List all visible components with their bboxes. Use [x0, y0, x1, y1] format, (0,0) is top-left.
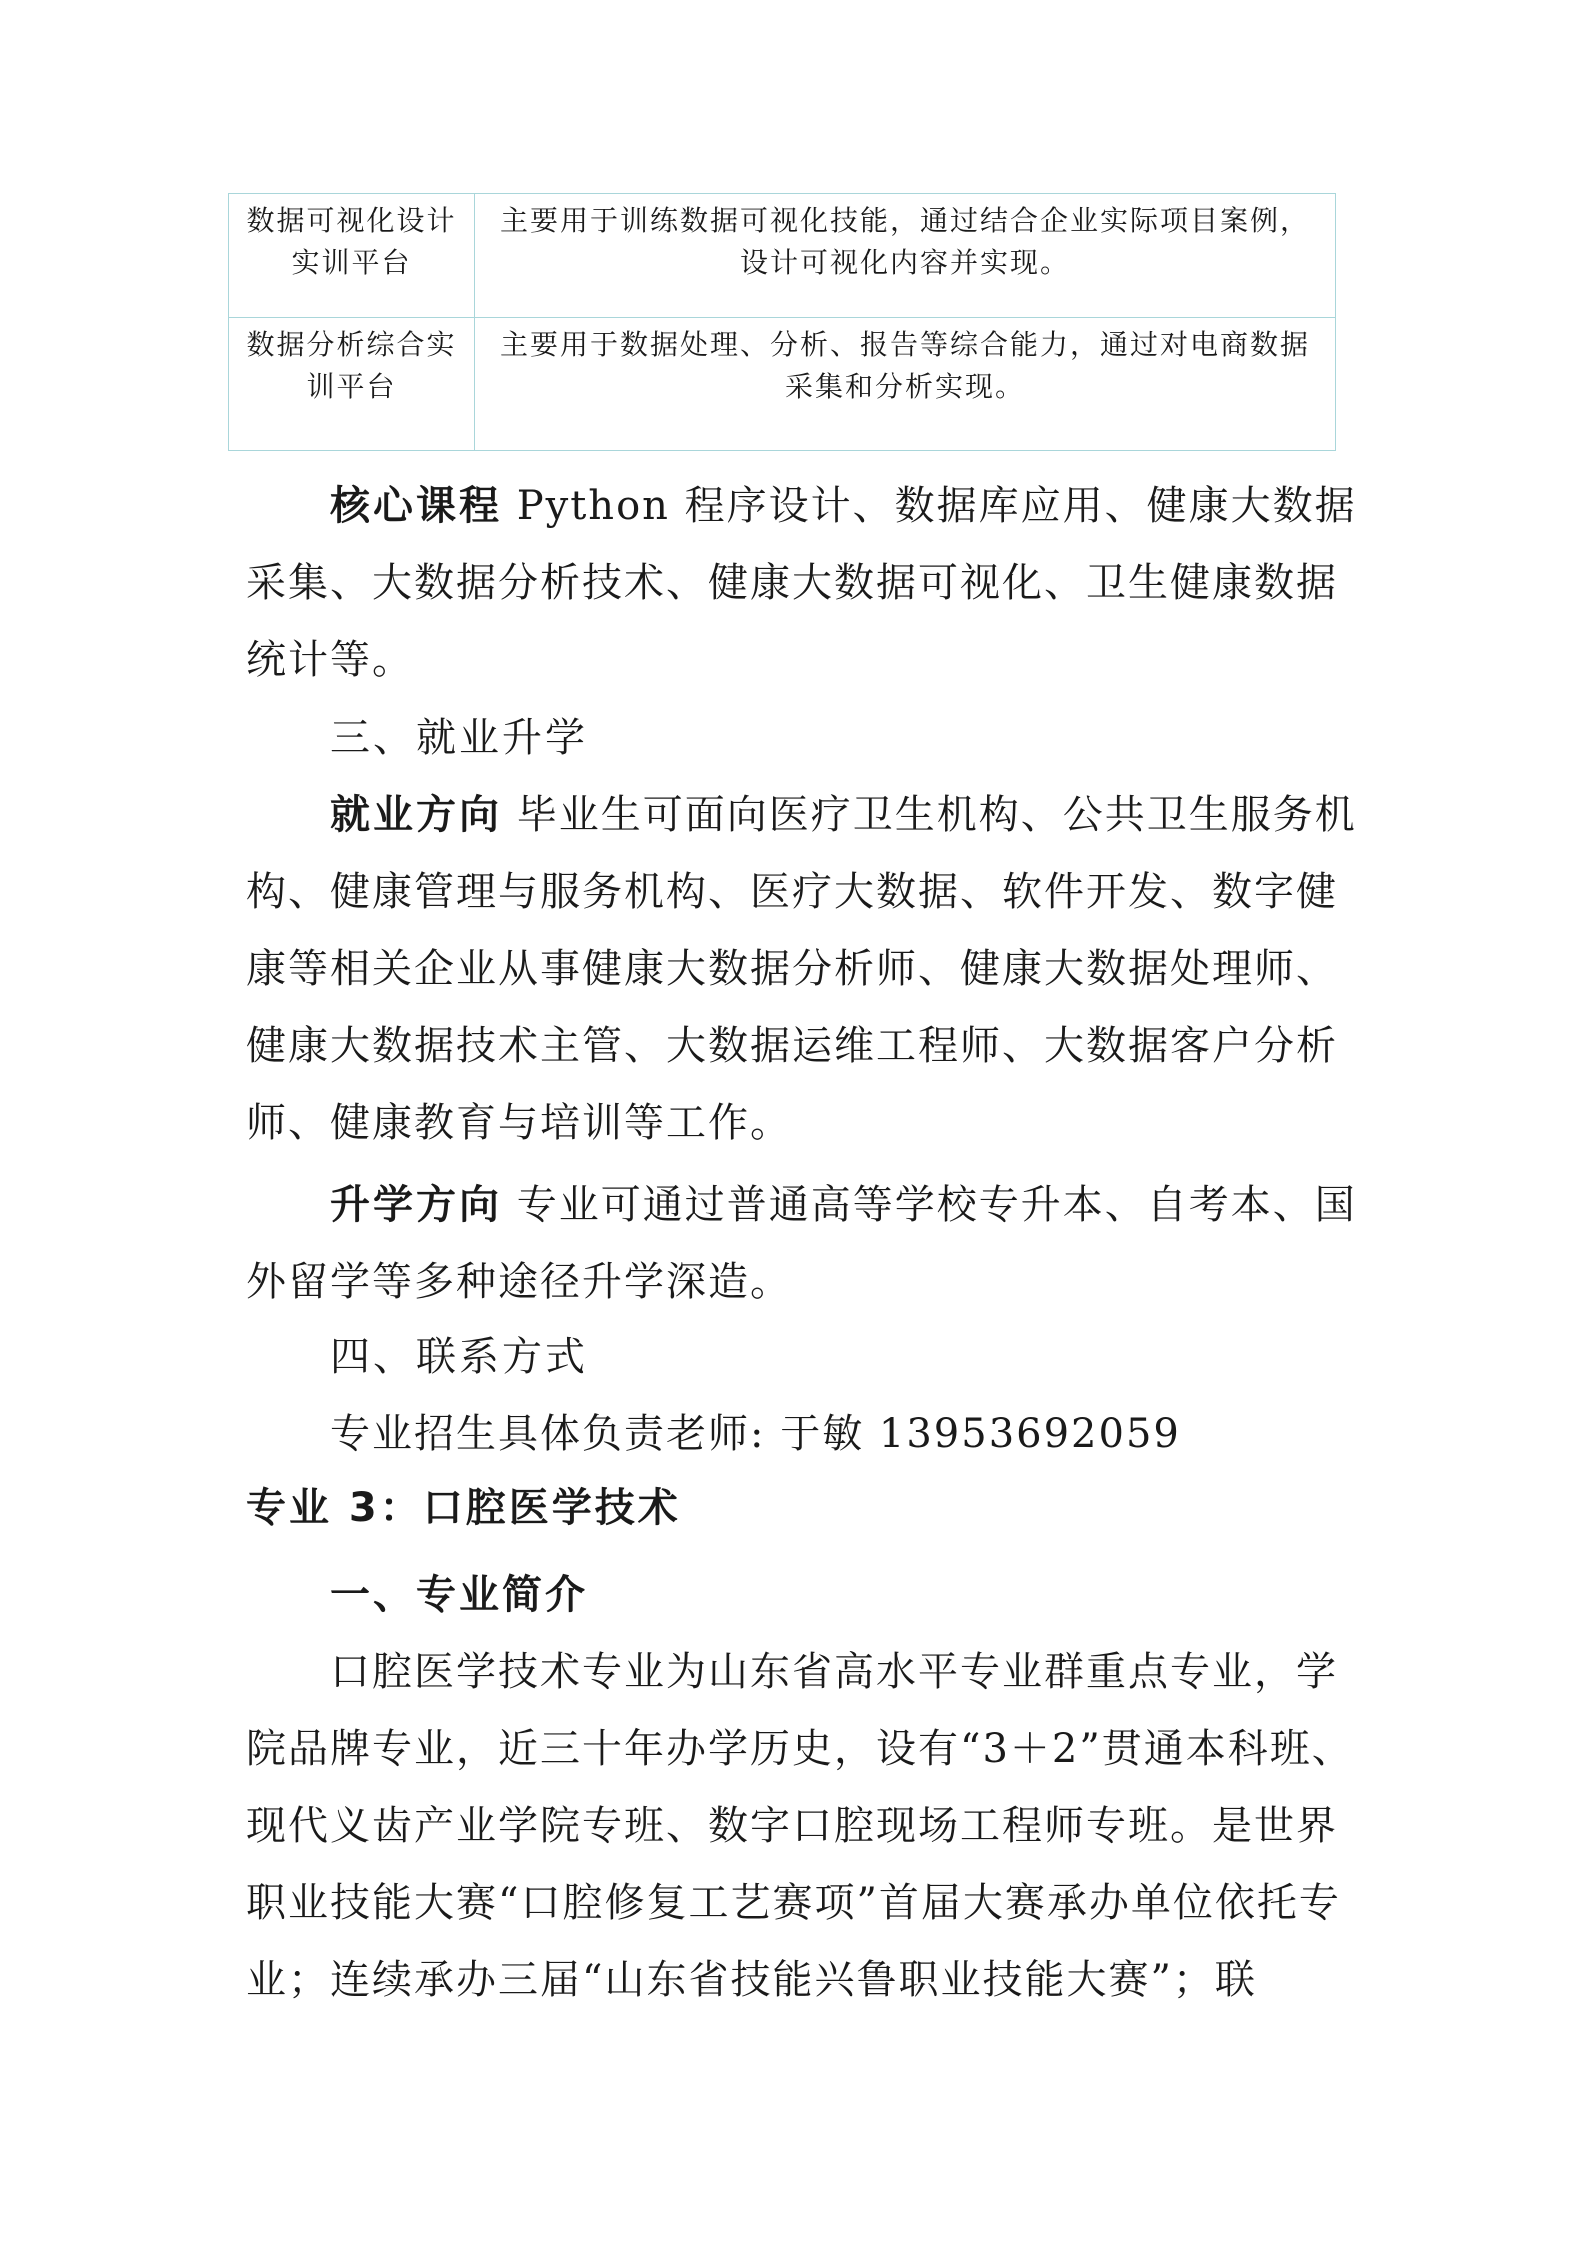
- section-heading-introduction: 一、专业简介: [330, 1572, 588, 1618]
- platform-description-cell: 主要用于训练数据可视化技能，通过结合企业实际项目案例，设计可视化内容并实现。: [475, 194, 1336, 318]
- table-row: [229, 194, 1336, 318]
- core-courses-paragraph: [246, 468, 1364, 699]
- platform-name-cell: 数据分析综合实训平台: [229, 318, 475, 451]
- major-3-title: 专业 3：口腔医学技术: [246, 1485, 681, 1531]
- core-courses-text: Python 程序设计、数据库应用、健康大数据采集、大数据分析技术、健康大数据可视化、卫生健康数据统计等。: [246, 483, 1357, 683]
- employment-paragraph: [246, 777, 1364, 1162]
- section-heading-employment: 三、就业升学: [330, 715, 588, 761]
- contact-line: 专业招生具体负责老师: 于敏 13953692059: [330, 1411, 1181, 1457]
- employment-label: 就业方向: [330, 792, 502, 838]
- platform-description-cell: 主要用于数据处理、分析、报告等综合能力，通过对电商数据采集和分析实现。: [475, 318, 1336, 451]
- major-3-intro-paragraph: 口腔医学技术专业为山东省高水平专业群重点专业，学院品牌专业，近三十年办学历史，设有“3＋2”贯通本科班、现代义齿产业学院专班、数字口腔现场工程师专班。是世界职业技能大赛“口腔修复工艺赛项”首届大赛承办单位依托专业；连续承办三届“山东省技能兴鲁职业技能大赛”；联: [246, 1649, 1354, 2003]
- further-study-label: 升学方向: [330, 1182, 502, 1228]
- further-study-text: 专业可通过普通高等学校专升本、自考本、国外留学等多种途径升学深造。: [246, 1182, 1357, 1305]
- further-study-paragraph: [246, 1167, 1364, 1321]
- core-courses-label: 核心课程: [330, 483, 502, 529]
- platform-name-cell: 数据可视化设计实训平台: [229, 194, 475, 318]
- employment-text: 毕业生可面向医疗卫生机构、公共卫生服务机构、健康管理与服务机构、医疗大数据、软件开发、数字健康等相关企业从事健康大数据分析师、健康大数据处理师、健康大数据技术主管、大数据运维工程师、大数据客户分析师、健康教育与培训等工作。: [246, 792, 1357, 1146]
- table-row: [229, 318, 1336, 451]
- section-heading-contact: 四、联系方式: [330, 1334, 588, 1380]
- training-platform-table: [228, 193, 1336, 451]
